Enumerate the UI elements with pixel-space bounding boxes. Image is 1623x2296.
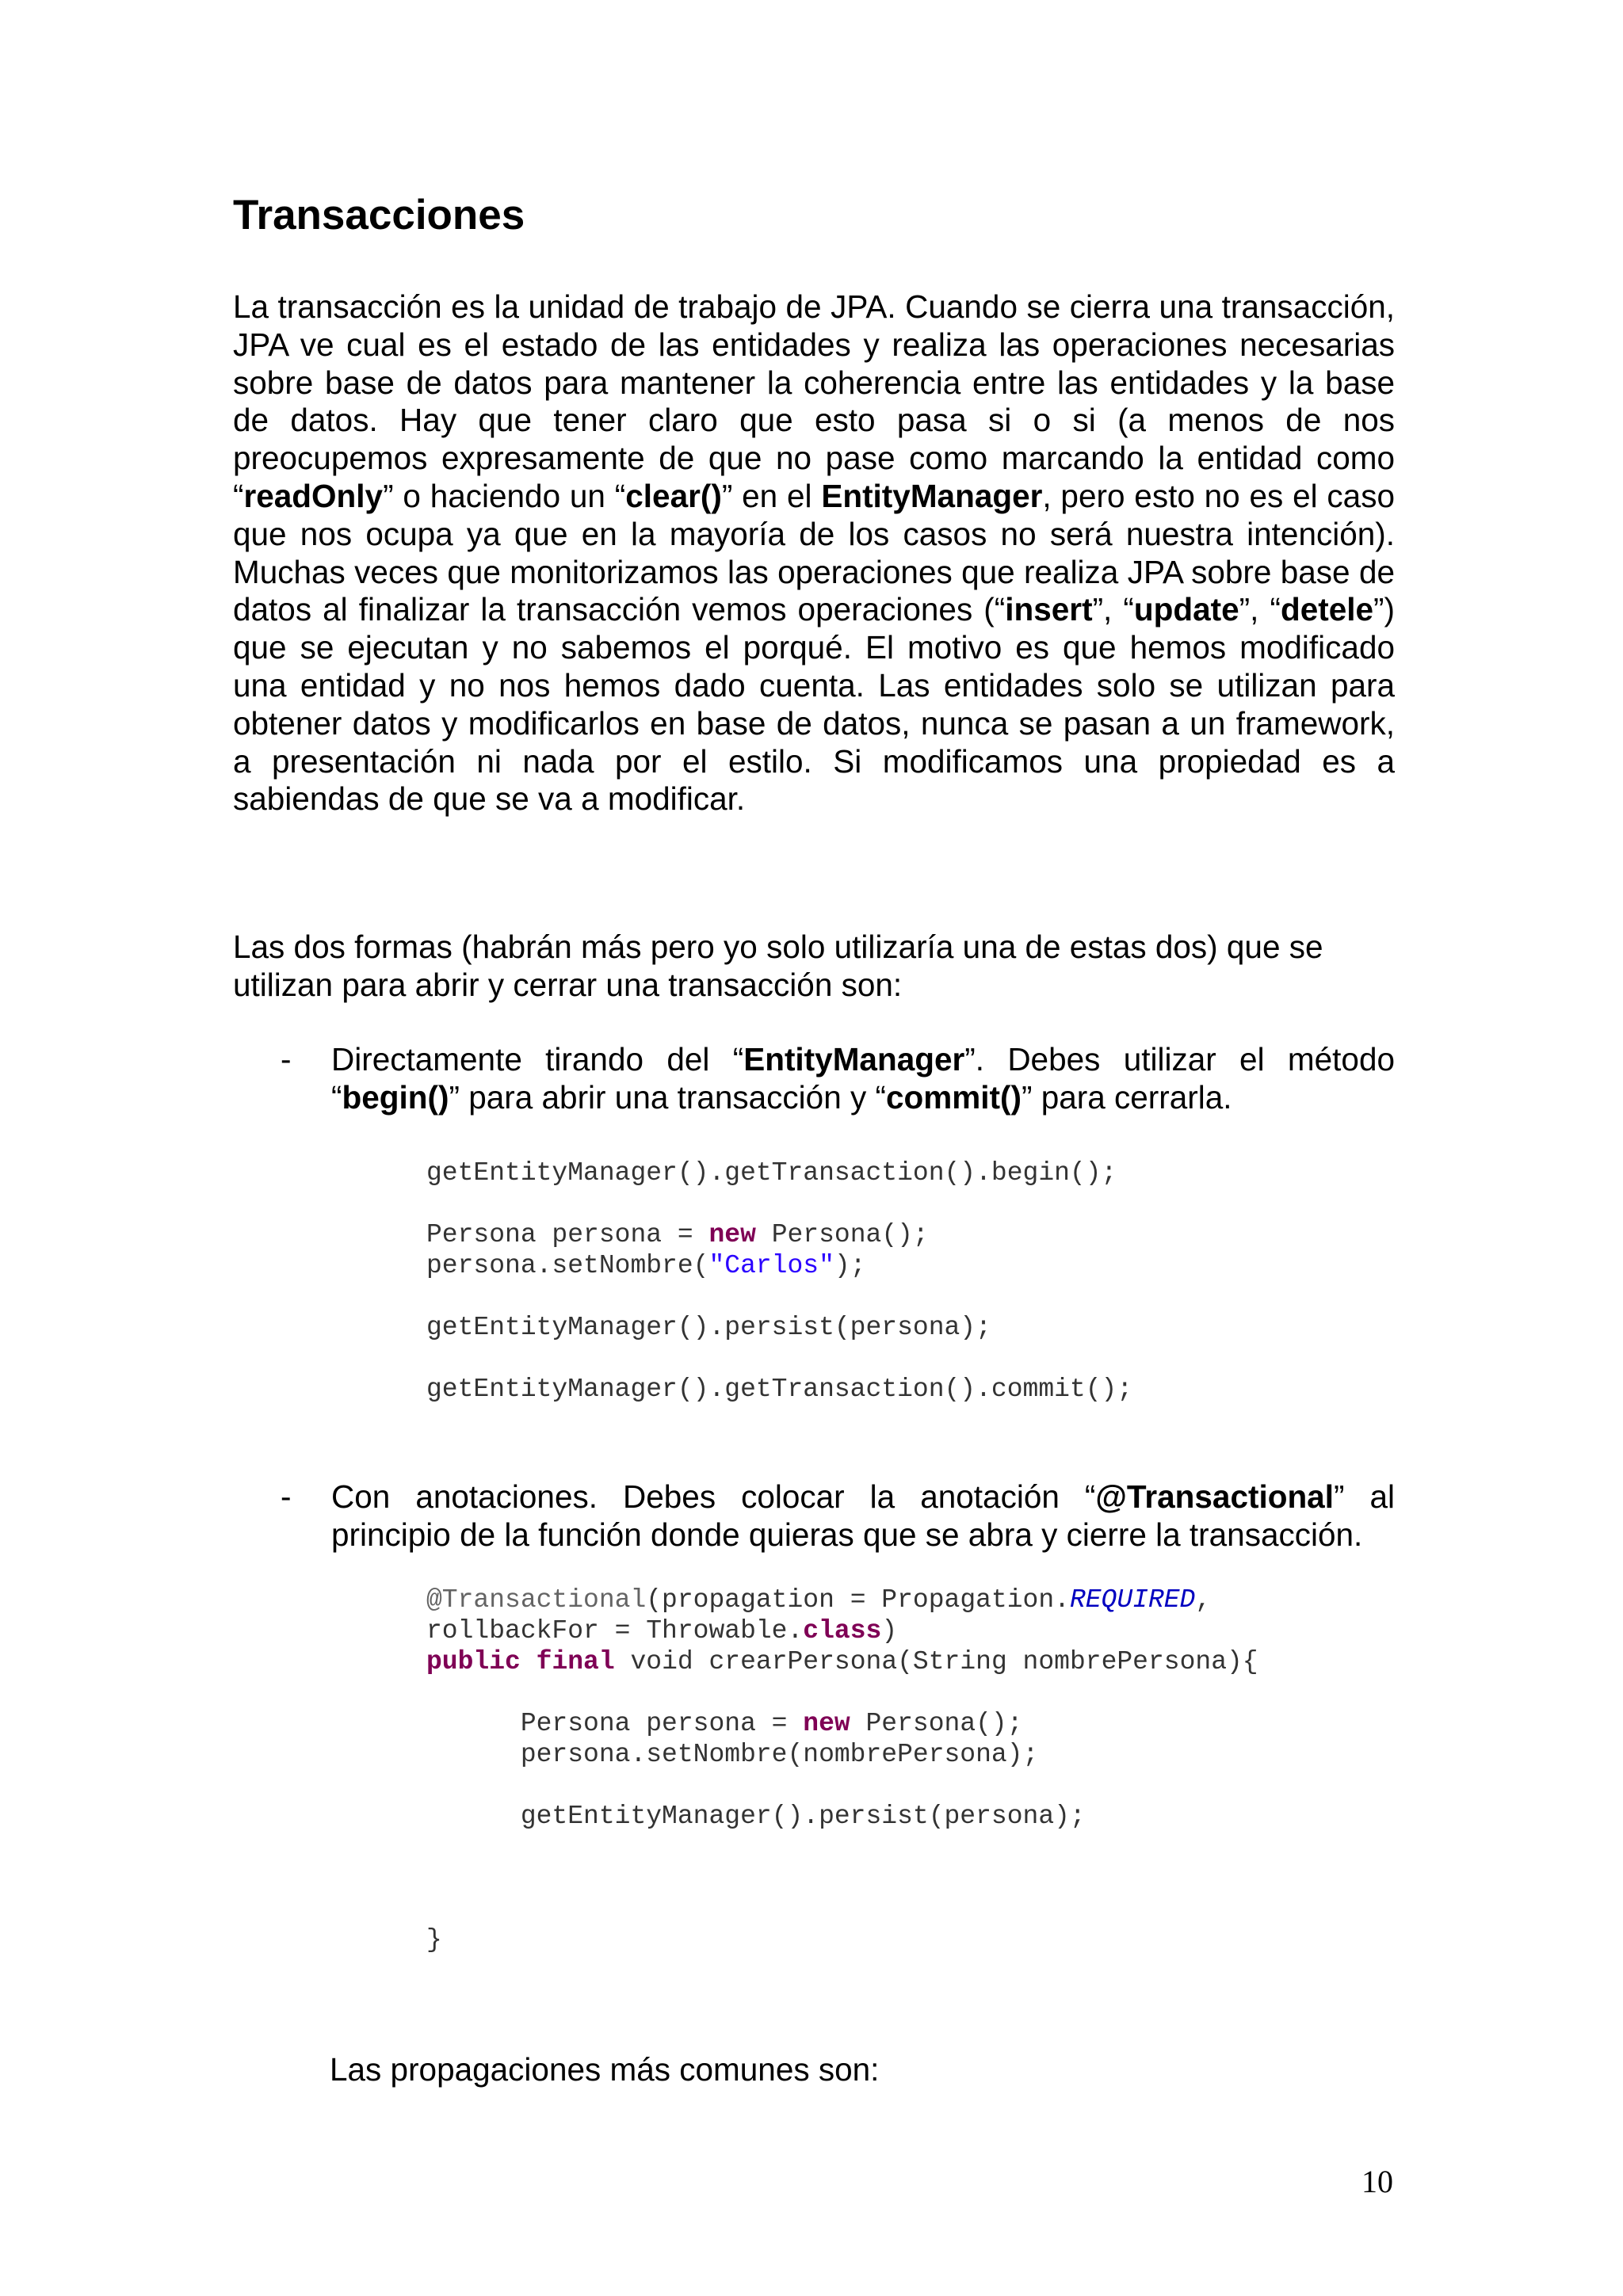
code-token: Persona persona = [426, 1709, 804, 1738]
code-blank-line [426, 1343, 1132, 1374]
code-token-ann: @Transactional [426, 1585, 647, 1615]
code-token-kw: new [708, 1220, 756, 1249]
bold-term: EntityManager [821, 477, 1043, 514]
text-run: ” al principio de la función donde quieras que se abra y cierre la transacción. [331, 1478, 1395, 1553]
bold-term: detele [1280, 591, 1374, 628]
bold-term: begin() [342, 1078, 449, 1116]
code-line [426, 1585, 1258, 1615]
bold-term: readOnly [243, 477, 384, 514]
code-blank-line [426, 1677, 1258, 1708]
forms-paragraph [233, 929, 1395, 1005]
intro-paragraph [233, 288, 1395, 818]
code-token-kw: public [426, 1647, 521, 1676]
text-run: ” en el [721, 477, 822, 514]
text-run: ”. Debes utilizar el método “ [331, 1041, 1395, 1116]
code-blank-line [426, 1863, 1258, 1894]
text-run: ”, “ [1239, 591, 1281, 628]
text-run: Con anotaciones. Debes colocar la anotación “ [331, 1478, 1096, 1515]
bullet-marker: - [281, 1041, 292, 1077]
bold-term: insert [1005, 591, 1093, 628]
code-line [426, 1250, 1132, 1281]
text-run: , pero esto no es el caso que nos ocupa ya que en la mayoría de los casos no será nuestra intención). Muchas veces que monitorizamos las operaciones que realiza JPA sobre base de datos al finalizar la transacción vemos operaciones (“ [233, 477, 1395, 628]
section-title: Transacciones [233, 192, 525, 238]
code-token: } [426, 1925, 442, 1955]
code-block-entitymanager [426, 1158, 1132, 1405]
bullet-marker: - [281, 1478, 292, 1515]
text-run: ” para abrir una transacción y “ [449, 1078, 886, 1116]
code-line [426, 1708, 1258, 1739]
bold-term: update [1133, 591, 1239, 628]
code-token [521, 1647, 537, 1676]
code-token: Persona(); [850, 1709, 1023, 1738]
bullet-text [331, 1041, 1395, 1117]
code-token: void crearPersona(String nombrePersona){ [614, 1647, 1258, 1676]
code-block-transactional [426, 1585, 1258, 1955]
text-run: ”) que se ejecutan y no sabemos el porqué. El motivo es que hemos modificado una entidad y no nos hemos dado cuenta. Las entidades solo se utilizan para obtener datos y modificarlos en base de datos, nunca se pasan a un framework, a presentación ni nada por el estilo. Si modificamos una propiedad es a sabiendas de que se va a modificar. [233, 591, 1395, 818]
code-token: Persona(); [755, 1220, 929, 1249]
code-blank-line [426, 1832, 1258, 1863]
code-token: persona.setNombre(nombrePersona); [426, 1740, 1039, 1769]
code-line [426, 1312, 1132, 1343]
code-line [426, 1646, 1258, 1677]
bold-term: EntityManager [743, 1041, 965, 1077]
code-blank-line [426, 1894, 1258, 1924]
code-token: getEntityManager().persist(persona); [426, 1313, 991, 1342]
text-run: ”, “ [1092, 591, 1134, 628]
forms-paragraph-line-2: utilizan para abrir y cerrar una transacción son: [233, 966, 903, 1003]
text-run: ” o haciendo un “ [383, 477, 626, 514]
code-token-kw: new [803, 1709, 850, 1738]
code-line [426, 1739, 1258, 1770]
code-token: rollbackFor = Throwable. [426, 1616, 804, 1646]
text-run: ” para cerrarla. [1021, 1078, 1232, 1116]
code-token: ); [834, 1251, 866, 1280]
code-token-enumc: REQUIRED [1069, 1585, 1196, 1615]
code-token: , [1195, 1585, 1212, 1615]
code-blank-line [426, 1281, 1132, 1312]
code-token-kw: final [536, 1647, 615, 1676]
bold-term: clear() [625, 477, 722, 514]
code-token: persona.setNombre( [426, 1251, 709, 1280]
bullet-text [331, 1478, 1395, 1554]
code-token: getEntityManager().persist(persona); [426, 1802, 1086, 1831]
bold-term: @Transactional [1095, 1478, 1334, 1515]
code-line [426, 1924, 1258, 1955]
code-token: getEntityManager().getTransaction().commit(); [426, 1375, 1133, 1404]
text-run: Directamente tirando del “ [331, 1041, 744, 1077]
forms-paragraph-line-1: Las dos formas (habrán más pero yo solo utilizaría una de estas dos) que se [233, 929, 1323, 965]
code-token: Persona persona = [426, 1220, 709, 1249]
code-line [426, 1615, 1258, 1646]
code-line [426, 1374, 1132, 1405]
code-token: (propagation = Propagation. [646, 1585, 1070, 1615]
propagations-intro: Las propagaciones más comunes son: [330, 2051, 880, 2088]
code-token: ) [881, 1616, 898, 1646]
bold-term: commit() [885, 1078, 1022, 1116]
code-line [426, 1158, 1132, 1188]
code-blank-line [426, 1770, 1258, 1801]
text-run: La transacción es la unidad de trabajo de JPA. Cuando se cierra una transacción, JPA ve cual es el estado de las entidades y realiza las operaciones necesarias sobre base de datos para mantener la coherencia entre las entidades y la base de datos. Hay que tener claro que esto pasa si o si (a menos de nos preocupemos expresamente de que no pase como marcando la entidad como “ [233, 288, 1395, 514]
page-number: 10 [1361, 2164, 1393, 2199]
code-token-kw: class [803, 1616, 882, 1646]
code-token-str: "Carlos" [708, 1251, 834, 1280]
code-line [426, 1801, 1258, 1832]
code-line [426, 1219, 1132, 1250]
code-blank-line [426, 1188, 1132, 1219]
code-token: getEntityManager().getTransaction().begin(); [426, 1158, 1117, 1188]
